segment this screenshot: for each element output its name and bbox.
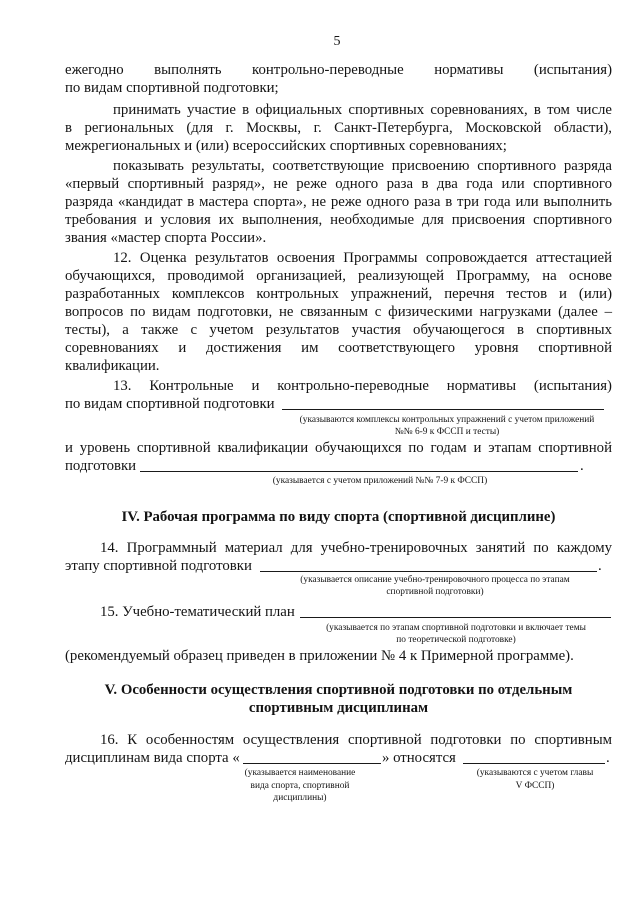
field-caption: по теоретической подготовке)	[396, 635, 516, 645]
field-caption: (указываются с учетом главы	[476, 768, 594, 778]
body-line: обучающихся, проводимой организацией, реализующей Программу, на основе	[65, 268, 612, 284]
body-line: в региональных (для г. Москвы, г. Санкт-Петербурга, Московской области),	[65, 120, 612, 136]
body-line: подготовки	[65, 458, 137, 474]
punctuation: .	[580, 458, 584, 474]
body-line: 14. Программный материал для учебно-тренировочных занятий по каждому	[100, 540, 612, 556]
field-caption: спортивной подготовки)	[386, 587, 484, 597]
body-line: требования и условия их выполнения, необходимые для присвоения спортивного	[65, 212, 612, 228]
blank-line	[243, 763, 381, 764]
section-heading: спортивным дисциплинам	[248, 700, 429, 716]
body-line: «первый спортивный разряд», не реже одного раза в два года или спортивного	[65, 176, 612, 192]
section-heading: V. Особенности осуществления спортивной подготовки по отдельным	[104, 682, 573, 698]
body-line: межрегиональных и (или) всероссийских спортивных соревнованиях;	[65, 138, 507, 154]
field-caption: дисциплины)	[273, 793, 327, 803]
page-number: 5	[333, 34, 341, 49]
body-line: по видам спортивной подготовки	[65, 396, 275, 412]
field-caption: (указывается наименование	[244, 768, 356, 778]
punctuation: .	[598, 558, 602, 574]
body-line: разработанных комплексов контрольных упражнений, перечня тестов и (или)	[65, 286, 612, 302]
section-heading: IV. Рабочая программа по виду спорта (спортивной дисциплине)	[121, 509, 556, 525]
body-line: по видам спортивной подготовки;	[65, 80, 279, 96]
body-line: 16. К особенностям осуществления спортивной подготовки по спортивным	[100, 732, 612, 748]
field-caption: вида спорта, спортивной	[250, 781, 350, 791]
field-caption: (указывается описание учебно-тренировочного процесса по этапам	[300, 575, 570, 585]
blank-line	[282, 409, 604, 410]
field-caption: (указывается с учетом приложений №№ 7-9 к ФССП)	[272, 476, 488, 486]
body-line: 15. Учебно-тематический план	[100, 604, 295, 620]
body-line: тесты), а также с учетом результатов участия обучающегося в спортивных	[65, 322, 612, 338]
field-caption: (указываются комплексы контрольных упражнений с учетом приложений	[299, 415, 595, 425]
body-line: принимать участие в официальных спортивных соревнованиях, в том числе	[113, 102, 612, 118]
body-line: ежегодно выполнять контрольно-переводные нормативы (испытания)	[65, 62, 612, 78]
body-line: (рекомендуемый образец приведен в приложении № 4 к Примерной программе).	[65, 648, 574, 664]
field-caption: (указывается по этапам спортивной подготовки и включает темы	[326, 623, 586, 633]
punctuation: .	[606, 750, 610, 766]
body-line: дисциплинам вида спорта «	[65, 750, 240, 766]
body-line: вопросов по видам подготовки, не связанным с физическими нагрузками (далее –	[65, 304, 612, 320]
blank-line	[300, 617, 611, 618]
body-line: и уровень спортивной квалификации обучающихся по годам и этапам спортивной	[65, 440, 612, 456]
blank-line	[260, 571, 597, 572]
body-line: этапу спортивной подготовки	[65, 558, 252, 574]
body-line: 12. Оценка результатов освоения Программы сопровождается аттестацией	[113, 250, 612, 266]
body-line: соревнованиях и достижения им соответствующего уровня спортивной	[65, 340, 612, 356]
field-caption: V ФССП)	[515, 781, 555, 791]
body-line: звания «мастер спорта России».	[65, 230, 267, 246]
field-caption: №№ 6-9 к ФССП и тесты)	[394, 427, 500, 437]
body-line: 13. Контрольные и контрольно-переводные нормативы (испытания)	[113, 378, 612, 394]
body-line: квалификации.	[65, 358, 160, 374]
body-line: разряда «кандидат в мастера спорта», не реже одного раза в три года или выполнить	[65, 194, 612, 210]
body-line: » относятся	[382, 750, 456, 766]
blank-line	[140, 471, 578, 472]
body-line: показывать результаты, соответствующие присвоению спортивного разряда	[113, 158, 612, 174]
blank-line	[463, 763, 605, 764]
